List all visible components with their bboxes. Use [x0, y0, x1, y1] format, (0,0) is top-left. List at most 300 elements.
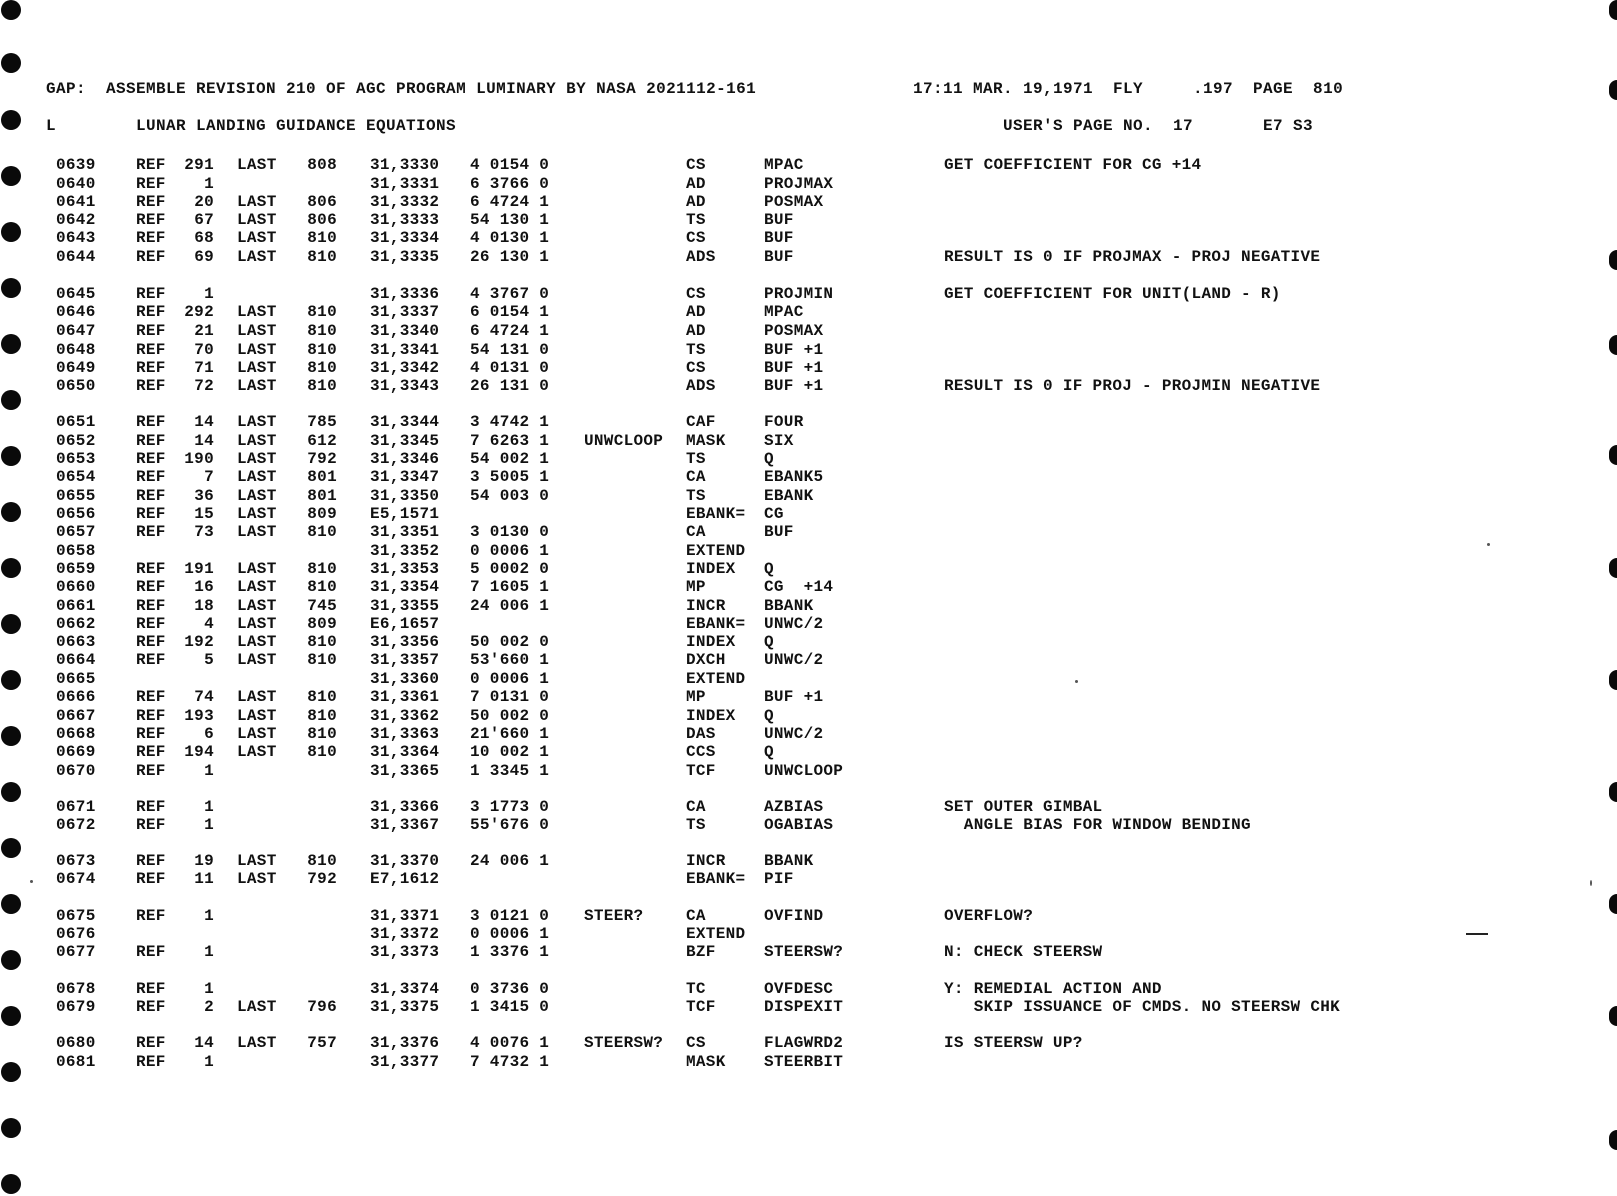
line-last: LAST: [237, 1034, 277, 1052]
punch-hole: [1609, 1006, 1617, 1026]
line-ref: REF: [136, 285, 166, 303]
line-refn: 1: [204, 907, 214, 925]
line-op: AD: [686, 175, 706, 193]
line-opnd: OVFIND: [764, 907, 824, 925]
line-lastn: 792: [307, 870, 337, 888]
line-label: STEER?: [584, 907, 644, 925]
user-page-number: USER'S PAGE NO. 17 E7 S3: [1003, 117, 1314, 135]
line-opnd: UNWC/2: [764, 725, 824, 743]
line-opnd: BUF +1: [764, 341, 824, 359]
line-addr: 31,3331: [370, 175, 440, 193]
line-lastn: 810: [307, 743, 337, 761]
line-addr: 31,3351: [370, 523, 440, 541]
line-num: 0654: [56, 468, 96, 486]
line-num: 0677: [56, 943, 96, 961]
line-code: 7 1605 1: [470, 578, 550, 596]
line-addr: E5,1571: [370, 505, 440, 523]
line-opnd: BUF: [764, 523, 794, 541]
line-ref: REF: [136, 359, 166, 377]
line-ref: REF: [136, 468, 166, 486]
punch-hole: [1, 782, 21, 802]
line-last: LAST: [237, 413, 277, 431]
line-op: DAS: [686, 725, 716, 743]
line-addr: 31,3337: [370, 303, 440, 321]
line-op: TCF: [686, 998, 716, 1016]
line-cmt: SKIP ISSUANCE OF CMDS. NO STEERSW CHK: [944, 998, 1341, 1016]
line-addr: 31,3366: [370, 798, 440, 816]
punch-hole: [1, 334, 21, 354]
line-lastn: 810: [307, 688, 337, 706]
line-code: 26 130 1: [470, 248, 550, 266]
punch-hole: [1, 1006, 21, 1026]
line-op: CAF: [686, 413, 716, 431]
line-num: 0658: [56, 542, 96, 560]
line-addr: 31,3365: [370, 762, 440, 780]
line-ref: REF: [136, 341, 166, 359]
line-refn: 1: [204, 816, 214, 834]
stray-mark: [30, 880, 33, 883]
line-last: LAST: [237, 707, 277, 725]
line-opnd: OVFDESC: [764, 980, 834, 998]
line-num: 0675: [56, 907, 96, 925]
line-last: LAST: [237, 597, 277, 615]
line-cmt: GET COEFFICIENT FOR UNIT(LAND - R): [944, 285, 1281, 303]
line-ref: REF: [136, 980, 166, 998]
line-lastn: 796: [307, 998, 337, 1016]
line-addr: 31,3352: [370, 542, 440, 560]
line-num: 0663: [56, 633, 96, 651]
line-refn: 36: [194, 487, 214, 505]
line-num: 0673: [56, 852, 96, 870]
line-num: 0659: [56, 560, 96, 578]
line-ref: REF: [136, 450, 166, 468]
line-lastn: 810: [307, 359, 337, 377]
line-code: 1 3345 1: [470, 762, 550, 780]
line-refn: 19: [194, 852, 214, 870]
line-addr: 31,3336: [370, 285, 440, 303]
line-refn: 291: [184, 156, 214, 174]
punch-hole: [1609, 782, 1617, 802]
line-refn: 20: [194, 193, 214, 211]
line-ref: REF: [136, 322, 166, 340]
line-ref: REF: [136, 998, 166, 1016]
line-code: 54 130 1: [470, 211, 550, 229]
line-ref: REF: [136, 578, 166, 596]
line-op: TS: [686, 816, 706, 834]
line-cmt: N: CHECK STEERSW: [944, 943, 1103, 961]
line-opnd: Q: [764, 707, 774, 725]
line-lastn: 757: [307, 1034, 337, 1052]
line-opnd: POSMAX: [764, 322, 824, 340]
line-num: 0652: [56, 432, 96, 450]
line-addr: 31,3342: [370, 359, 440, 377]
line-ref: REF: [136, 816, 166, 834]
line-addr: 31,3335: [370, 248, 440, 266]
punch-hole: [1, 390, 21, 410]
line-opnd: FOUR: [764, 413, 804, 431]
line-addr: 31,3343: [370, 377, 440, 395]
line-code: 7 6263 1: [470, 432, 550, 450]
line-num: 0671: [56, 798, 96, 816]
line-ref: REF: [136, 633, 166, 651]
line-cmt: IS STEERSW UP?: [944, 1034, 1083, 1052]
line-num: 0665: [56, 670, 96, 688]
line-refn: 18: [194, 597, 214, 615]
line-op: CS: [686, 1034, 706, 1052]
line-lastn: 792: [307, 450, 337, 468]
line-opnd: DISPEXIT: [764, 998, 844, 1016]
line-ref: REF: [136, 852, 166, 870]
line-refn: 1: [204, 175, 214, 193]
line-last: LAST: [237, 578, 277, 596]
line-code: 54 002 1: [470, 450, 550, 468]
line-lastn: 810: [307, 725, 337, 743]
line-lastn: 810: [307, 229, 337, 247]
line-addr: 31,3367: [370, 816, 440, 834]
line-op: DXCH: [686, 651, 726, 669]
line-ref: REF: [136, 413, 166, 431]
punch-hole: [1609, 250, 1617, 270]
line-num: 0653: [56, 450, 96, 468]
line-op: MP: [686, 578, 706, 596]
line-code: 4 0076 1: [470, 1034, 550, 1052]
line-addr: 31,3357: [370, 651, 440, 669]
line-op: BZF: [686, 943, 716, 961]
line-num: 0672: [56, 816, 96, 834]
line-op: CA: [686, 523, 706, 541]
line-ref: REF: [136, 560, 166, 578]
line-last: LAST: [237, 450, 277, 468]
line-ref: REF: [136, 743, 166, 761]
line-num: 0649: [56, 359, 96, 377]
line-num: 0660: [56, 578, 96, 596]
line-refn: 15: [194, 505, 214, 523]
line-code: 3 0130 0: [470, 523, 550, 541]
punch-hole: [1, 1118, 21, 1138]
line-code: 24 006 1: [470, 597, 550, 615]
line-code: 3 0121 0: [470, 907, 550, 925]
line-ref: REF: [136, 523, 166, 541]
line-refn: 1: [204, 285, 214, 303]
line-op: TS: [686, 341, 706, 359]
line-ref: REF: [136, 725, 166, 743]
punch-hole: [1609, 670, 1617, 690]
line-num: 0670: [56, 762, 96, 780]
line-op: INDEX: [686, 633, 736, 651]
line-ref: REF: [136, 870, 166, 888]
line-opnd: UNWCLOOP: [764, 762, 844, 780]
punch-hole: [1, 894, 21, 914]
line-last: LAST: [237, 615, 277, 633]
line-lastn: 809: [307, 615, 337, 633]
line-ref: REF: [136, 303, 166, 321]
line-lastn: 806: [307, 211, 337, 229]
line-ref: REF: [136, 156, 166, 174]
punch-hole: [1609, 894, 1617, 914]
line-op: CS: [686, 285, 706, 303]
line-cmt: SET OUTER GIMBAL: [944, 798, 1103, 816]
line-lastn: 612: [307, 432, 337, 450]
line-opnd: EBANK5: [764, 468, 824, 486]
line-lastn: 785: [307, 413, 337, 431]
punch-hole: [1, 1174, 21, 1194]
line-op: ADS: [686, 377, 716, 395]
line-refn: 16: [194, 578, 214, 596]
line-opnd: Q: [764, 633, 774, 651]
line-last: LAST: [237, 523, 277, 541]
line-opnd: BBANK: [764, 597, 814, 615]
punch-hole: [1, 222, 21, 242]
line-num: 0668: [56, 725, 96, 743]
line-num: 0662: [56, 615, 96, 633]
punch-hole: [1, 502, 21, 522]
punch-hole: [1609, 335, 1617, 355]
line-refn: 2: [204, 998, 214, 1016]
line-num: 0641: [56, 193, 96, 211]
line-code: 1 3415 0: [470, 998, 550, 1016]
punch-hole: [1, 838, 21, 858]
punch-hole: [1609, 0, 1617, 20]
line-op: TS: [686, 450, 706, 468]
line-last: LAST: [237, 633, 277, 651]
section-title: LUNAR LANDING GUIDANCE EQUATIONS: [136, 117, 457, 135]
line-last: LAST: [237, 688, 277, 706]
line-addr: 31,3347: [370, 468, 440, 486]
line-cmt: Y: REMEDIAL ACTION AND: [944, 980, 1162, 998]
punch-hole: [1, 278, 21, 298]
line-refn: 5: [204, 651, 214, 669]
stray-mark: [1487, 543, 1490, 546]
line-num: 0680: [56, 1034, 96, 1052]
line-code: 6 4724 1: [470, 322, 550, 340]
line-refn: 4: [204, 615, 214, 633]
punch-hole: [1, 446, 21, 466]
line-opnd: SIX: [764, 432, 794, 450]
line-opnd: Q: [764, 743, 774, 761]
line-refn: 74: [194, 688, 214, 706]
line-opnd: AZBIAS: [764, 798, 824, 816]
line-last: LAST: [237, 341, 277, 359]
line-ref: REF: [136, 193, 166, 211]
line-ref: REF: [136, 248, 166, 266]
punch-hole: [1, 950, 21, 970]
line-lastn: 810: [307, 633, 337, 651]
line-last: LAST: [237, 193, 277, 211]
line-addr: 31,3344: [370, 413, 440, 431]
line-ref: REF: [136, 175, 166, 193]
line-num: 0644: [56, 248, 96, 266]
line-refn: 72: [194, 377, 214, 395]
line-refn: 7: [204, 468, 214, 486]
stray-mark: [1466, 933, 1488, 935]
line-cmt: GET COEFFICIENT FOR CG +14: [944, 156, 1202, 174]
line-opnd: BUF +1: [764, 377, 824, 395]
line-op: AD: [686, 303, 706, 321]
line-last: LAST: [237, 432, 277, 450]
line-lastn: 806: [307, 193, 337, 211]
line-op: INDEX: [686, 707, 736, 725]
line-refn: 11: [194, 870, 214, 888]
line-refn: 1: [204, 943, 214, 961]
line-code: 0 0006 1: [470, 542, 550, 560]
line-code: 4 0131 0: [470, 359, 550, 377]
line-label: UNWCLOOP: [584, 432, 664, 450]
line-op: CS: [686, 156, 706, 174]
line-refn: 70: [194, 341, 214, 359]
punch-hole: [1, 110, 21, 130]
line-opnd: UNWC/2: [764, 615, 824, 633]
line-opnd: PIF: [764, 870, 794, 888]
listing-header-timestamp: 17:11 MAR. 19,1971 FLY .197 PAGE 810: [913, 80, 1344, 98]
line-op: INCR: [686, 852, 726, 870]
line-lastn: 810: [307, 560, 337, 578]
line-refn: 21: [194, 322, 214, 340]
punch-hole: [1609, 445, 1617, 465]
line-op: INCR: [686, 597, 726, 615]
line-addr: 31,3375: [370, 998, 440, 1016]
line-last: LAST: [237, 377, 277, 395]
line-addr: 31,3374: [370, 980, 440, 998]
line-op: EBANK=: [686, 615, 746, 633]
punch-hole: [1, 53, 21, 73]
line-addr: 31,3332: [370, 193, 440, 211]
line-op: EBANK=: [686, 505, 746, 523]
line-code: 0 3736 0: [470, 980, 550, 998]
line-lastn: 810: [307, 651, 337, 669]
line-lastn: 810: [307, 523, 337, 541]
line-num: 0655: [56, 487, 96, 505]
line-lastn: 810: [307, 852, 337, 870]
line-num: 0639: [56, 156, 96, 174]
line-code: 7 0131 0: [470, 688, 550, 706]
line-op: MP: [686, 688, 706, 706]
line-opnd: EBANK: [764, 487, 814, 505]
punch-hole: [1, 0, 21, 20]
line-addr: 31,3341: [370, 341, 440, 359]
line-lastn: 810: [307, 322, 337, 340]
line-code: 55'676 0: [470, 816, 550, 834]
line-num: 0678: [56, 980, 96, 998]
line-ref: REF: [136, 688, 166, 706]
line-num: 0646: [56, 303, 96, 321]
line-lastn: 810: [307, 341, 337, 359]
line-refn: 6: [204, 725, 214, 743]
punch-hole: [1, 1062, 21, 1082]
line-ref: REF: [136, 432, 166, 450]
line-ref: REF: [136, 597, 166, 615]
line-opnd: BBANK: [764, 852, 814, 870]
line-code: 6 3766 0: [470, 175, 550, 193]
line-lastn: 809: [307, 505, 337, 523]
line-last: LAST: [237, 211, 277, 229]
line-opnd: POSMAX: [764, 193, 824, 211]
line-opnd: CG: [764, 505, 784, 523]
line-addr: 31,3376: [370, 1034, 440, 1052]
line-addr: 31,3340: [370, 322, 440, 340]
line-opnd: MPAC: [764, 156, 804, 174]
line-code: 10 002 1: [470, 743, 550, 761]
line-refn: 193: [184, 707, 214, 725]
line-addr: 31,3346: [370, 450, 440, 468]
line-last: LAST: [237, 998, 277, 1016]
line-refn: 14: [194, 1034, 214, 1052]
line-op: CS: [686, 359, 706, 377]
line-code: 3 4742 1: [470, 413, 550, 431]
line-op: MASK: [686, 1053, 726, 1071]
line-refn: 71: [194, 359, 214, 377]
line-op: EXTEND: [686, 925, 746, 943]
line-addr: 31,3364: [370, 743, 440, 761]
line-code: 53'660 1: [470, 651, 550, 669]
line-addr: E7,1612: [370, 870, 440, 888]
line-refn: 191: [184, 560, 214, 578]
line-num: 0679: [56, 998, 96, 1016]
line-code: 4 0154 0: [470, 156, 550, 174]
line-num: 0676: [56, 925, 96, 943]
stray-mark: [1590, 880, 1592, 886]
line-last: LAST: [237, 359, 277, 377]
line-opnd: MPAC: [764, 303, 804, 321]
line-ref: REF: [136, 1034, 166, 1052]
line-op: EBANK=: [686, 870, 746, 888]
line-num: 0669: [56, 743, 96, 761]
line-code: 3 5005 1: [470, 468, 550, 486]
line-addr: 31,3333: [370, 211, 440, 229]
line-ref: REF: [136, 615, 166, 633]
line-last: LAST: [237, 156, 277, 174]
line-lastn: 810: [307, 303, 337, 321]
listing-header-title: GAP: ASSEMBLE REVISION 210 OF AGC PROGRAM LUMINARY BY NASA 2021112-161: [46, 80, 757, 98]
line-code: 4 3767 0: [470, 285, 550, 303]
punch-hole: [1, 166, 21, 186]
line-last: LAST: [237, 725, 277, 743]
line-code: 50 002 0: [470, 707, 550, 725]
line-num: 0667: [56, 707, 96, 725]
line-code: 1 3376 1: [470, 943, 550, 961]
line-num: 0647: [56, 322, 96, 340]
line-addr: 31,3371: [370, 907, 440, 925]
line-num: 0645: [56, 285, 96, 303]
line-ref: REF: [136, 377, 166, 395]
line-cmt: RESULT IS 0 IF PROJ - PROJMIN NEGATIVE: [944, 377, 1321, 395]
line-opnd: CG +14: [764, 578, 834, 596]
line-op: AD: [686, 322, 706, 340]
line-code: 54 131 0: [470, 341, 550, 359]
line-op: TS: [686, 211, 706, 229]
line-opnd: Q: [764, 560, 774, 578]
line-refn: 14: [194, 432, 214, 450]
line-addr: 31,3372: [370, 925, 440, 943]
line-refn: 69: [194, 248, 214, 266]
line-op: EXTEND: [686, 542, 746, 560]
line-op: CCS: [686, 743, 716, 761]
line-addr: 31,3334: [370, 229, 440, 247]
line-refn: 14: [194, 413, 214, 431]
line-addr: E6,1657: [370, 615, 440, 633]
line-addr: 31,3370: [370, 852, 440, 870]
line-op: TC: [686, 980, 706, 998]
line-lastn: 801: [307, 468, 337, 486]
line-opnd: OGABIAS: [764, 816, 834, 834]
line-addr: 31,3361: [370, 688, 440, 706]
line-op: CA: [686, 468, 706, 486]
line-num: 0650: [56, 377, 96, 395]
line-lastn: 808: [307, 156, 337, 174]
line-addr: 31,3353: [370, 560, 440, 578]
line-num: 0657: [56, 523, 96, 541]
line-refn: 190: [184, 450, 214, 468]
line-opnd: Q: [764, 450, 774, 468]
